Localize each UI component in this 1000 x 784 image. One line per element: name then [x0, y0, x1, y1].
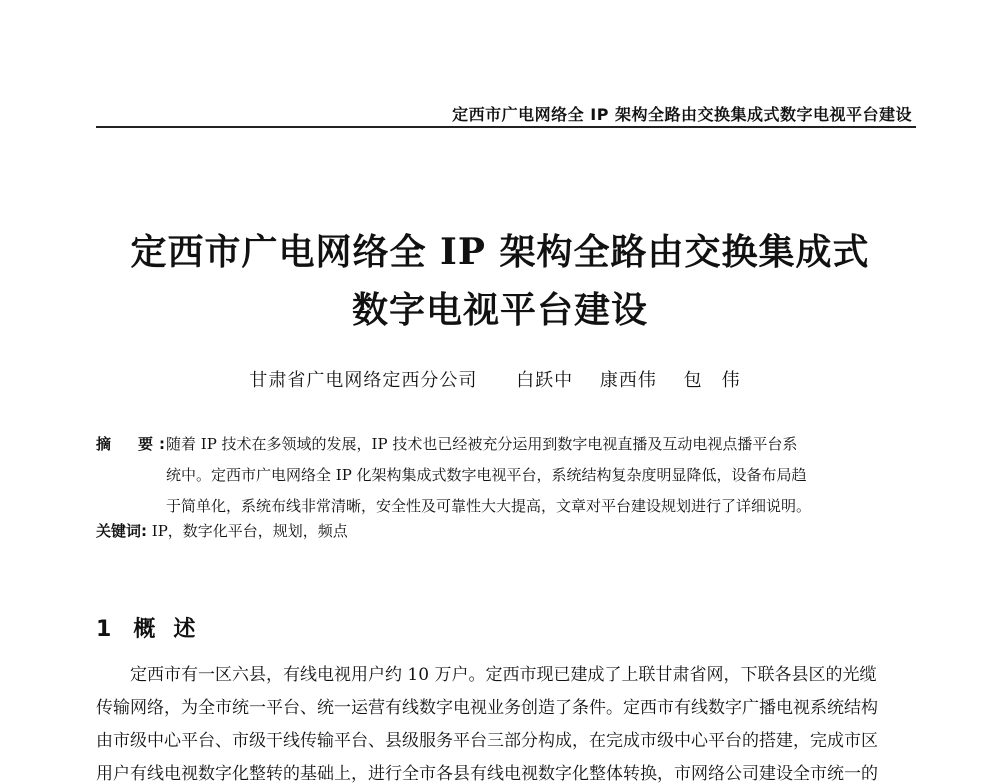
abstract-line: 统中。定西市广电网络全 IP 化架构集成式数字电视平台，系统结构复杂度明显降低，设备布局趋	[166, 466, 807, 484]
author-affiliation: 甘肃省广电网络定西分公司	[249, 370, 478, 391]
section-heading	[96, 612, 213, 643]
section-number: 1	[96, 617, 112, 642]
paper-title-line-2: 数字电视平台建设	[351, 289, 648, 331]
abstract-label: 摘 要:	[96, 435, 171, 453]
body-paragraph-line: 由市级中心平台、市级干线传输平台、县级服务平台三部分构成，在完成市级中心平台的搭建，完成市区	[96, 731, 878, 751]
abstract-line: 随着 IP 技术在多领域的发展，IP 技术也已经被充分运用到数字电视直播及互动电视点播平台系	[166, 435, 798, 453]
author-name: 包 伟	[683, 370, 741, 391]
keywords	[96, 520, 348, 541]
body-paragraph-line: 定西市有一区六县，有线电视用户约 10 万户。定西市现已建成了上联甘肃省网，下联各县区的光缆	[130, 665, 877, 685]
abstract-line: 于简单化，系统布线非常清晰，安全性及可靠性大大提高，文章对平台建设规划进行了详细说明。	[166, 497, 812, 515]
paper-title-line-1: 定西市广电网络全 IP 架构全路由交换集成式	[130, 231, 870, 273]
keywords-text: IP，数字化平台，规划，频点	[151, 522, 348, 540]
author-line	[0, 366, 1000, 392]
running-header	[96, 96, 916, 128]
keywords-label: 关键词:	[96, 522, 147, 540]
body-paragraph-line: 用户有线电视数字化整转的基础上，进行全市各县有线电视数字化整体转换，市网络公司建设全市统一的	[96, 764, 878, 784]
running-header-text: 定西市广电网络全 IP 架构全路由交换集成式数字电视平台建设	[452, 105, 912, 124]
body-paragraph-line: 传输网络，为全市统一平台、统一运营有线数字电视业务创造了条件。定西市有线数字广播电视系统结构	[96, 698, 878, 718]
author-name: 康西伟	[599, 370, 657, 391]
author-name: 白跃中	[516, 370, 574, 391]
section-title: 概述	[133, 617, 214, 642]
